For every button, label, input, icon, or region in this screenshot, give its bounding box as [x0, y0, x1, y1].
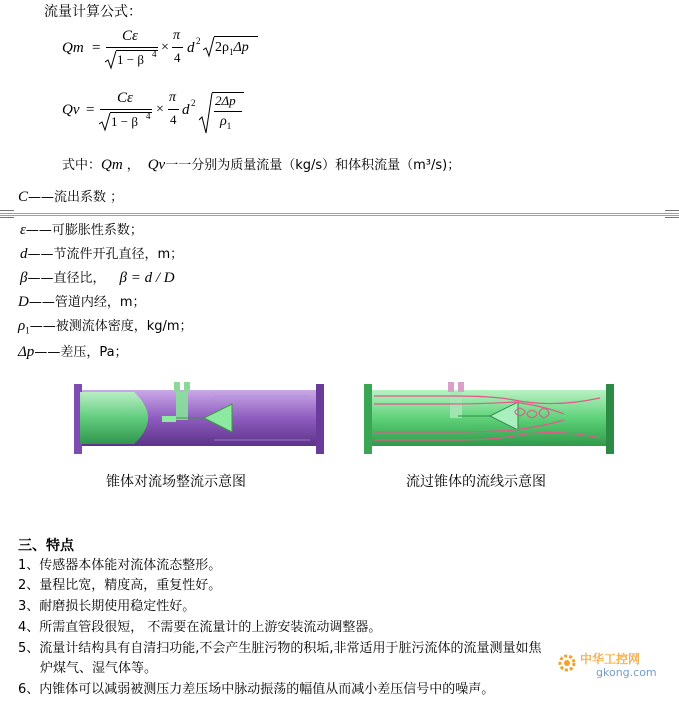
qm-four: 4	[174, 50, 181, 65]
figure-caption-cone: 锥体对流场整流示意图	[106, 474, 246, 490]
watermark-logo	[556, 648, 674, 682]
where-line: 式中：Qm ， Qv一一分别为质量流量（kg/s）和体积流量（m³/s)；	[62, 157, 461, 173]
qv-den-exp: 4	[146, 111, 151, 121]
figure-caption-streamline: 流过锥体的流线示意图	[406, 474, 546, 490]
qv-d-exp: 2	[191, 98, 196, 108]
qv-pi-bar	[168, 109, 179, 110]
page-divider	[0, 213, 679, 216]
page-break-marker-left	[0, 210, 14, 218]
qm-pi-bar	[172, 47, 183, 48]
qv-pi: π	[169, 90, 177, 105]
qm-eq: =	[92, 40, 101, 56]
qm-root-bar-2	[214, 36, 258, 37]
qm-root-body: $2\rho_1\Delta p$	[215, 40, 249, 57]
feature-2: 2、量程比宽，精度高，重复性好。	[18, 578, 222, 593]
qv-root-sign-2	[199, 92, 213, 134]
formula-qm	[62, 28, 302, 78]
qv-frac-bar	[100, 109, 152, 110]
qv-times: ×	[156, 102, 164, 117]
definition-rho: $\rho_1——$被测流体密度，kg/m；	[18, 318, 193, 336]
qm-root-sign	[105, 50, 117, 70]
qv-d: d	[182, 102, 190, 118]
qm-d: d	[187, 40, 195, 56]
feature-4: 4、所需直管段很短， 不需要在流量计的上游安装流动调整器。	[18, 620, 382, 635]
qm-den-exp: 4	[152, 49, 157, 59]
qm-d-exp: 2	[196, 36, 201, 46]
qm-den-root: 1 − β	[117, 52, 144, 67]
qv-num: Cε	[117, 90, 133, 106]
watermark-domain: gkong.com	[596, 666, 657, 679]
watermark-brand: 中华工控网	[580, 652, 641, 666]
definition-dp: Δp——差压，Pa；	[18, 344, 128, 360]
feature-6: 6、内锥体可以减弱被测压力差压场中脉动振荡的幅值从而减小差压信号中的噪声。	[18, 682, 495, 697]
feature-5: 5、流量计结构具有自清扫功能,不会产生脏污物的积垢,非常适用于脏污流体的流量测量如焦	[18, 641, 542, 656]
qv-lhs: Qv	[62, 102, 80, 118]
qv-eq: =	[86, 102, 95, 118]
streamline-figure	[364, 378, 614, 460]
qm-lhs: Qm	[62, 40, 84, 56]
qm-frac-bar	[106, 47, 158, 48]
qv-den-root: 1 − β	[111, 114, 138, 129]
qv-four: 4	[170, 112, 177, 127]
qv-root-sign	[99, 112, 111, 132]
definition-d: d——节流件开孔直径，m；	[20, 246, 184, 262]
gear-icon	[556, 652, 578, 674]
qm-num: Cε	[122, 28, 138, 44]
definition-epsilon: ε——可膨胀性系数；	[20, 222, 143, 238]
definition-diameter: D——管道内经，m；	[18, 294, 146, 310]
qm-pi: π	[173, 28, 181, 43]
qv-inner-bar	[214, 111, 242, 112]
feature-1: 1、传感器本体能对流体流态整形。	[18, 558, 222, 573]
qm-times: ×	[161, 40, 169, 55]
page-break-marker-right	[665, 210, 679, 218]
feature-3: 3、耐磨损长期使用稳定性好。	[18, 599, 196, 614]
definition-beta: β——直径比， β = d / D	[20, 270, 175, 286]
qm-root-sign-2	[203, 36, 215, 58]
qv-frac-den: $\rho_1$	[220, 114, 232, 131]
definition-c: C——流出系数 ；	[18, 189, 124, 205]
formula-qv	[62, 90, 302, 142]
section-title: 三、特点	[18, 538, 74, 554]
feature-5-cont: 炉煤气、湿气体等。	[40, 661, 158, 676]
cone-flow-figure	[74, 378, 324, 460]
qv-frac-num: 2Δp	[215, 93, 236, 108]
formula-title: 流量计算公式：	[44, 4, 142, 20]
